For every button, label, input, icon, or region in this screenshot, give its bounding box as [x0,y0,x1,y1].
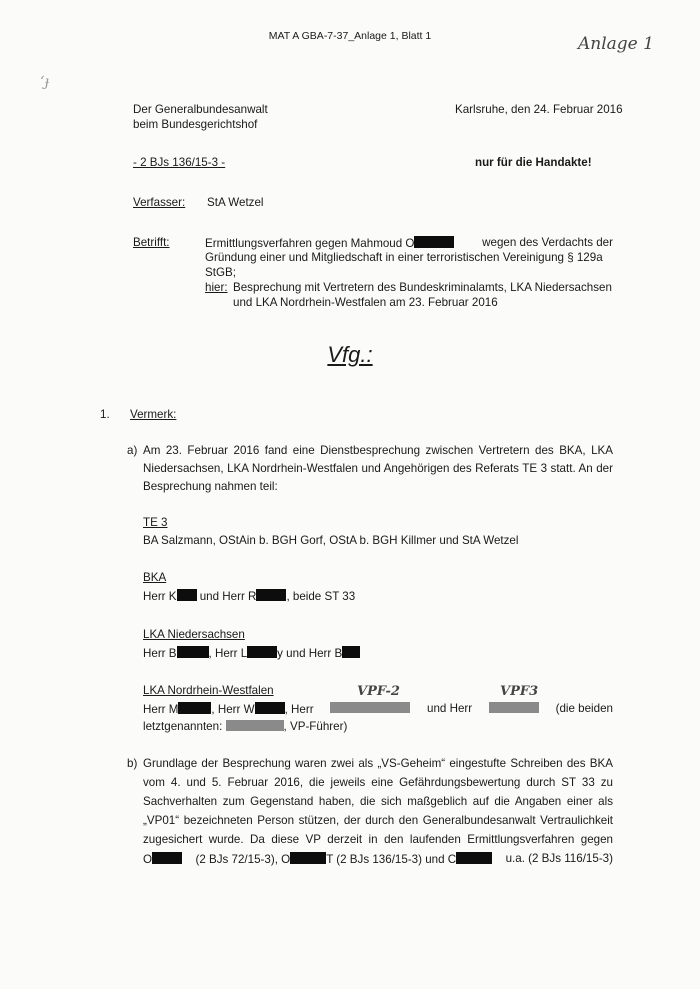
item-a-line1: Am 23. Februar 2016 fand eine Dienstbesprechung zwischen Vertretern des BKA, LKA [143,444,613,457]
sender-line1: Der Generalbundesanwalt [133,103,268,116]
item-b-line2: vom 4. und 5. Februar 2016, die jeweils eine Gefährdungsbewertung durch ST 33 zu [143,776,613,789]
subject-line2: Gründung einer und Mitgliedschaft in einer terroristischen Vereinigung § 129a [205,251,603,264]
bka-text-3: , beide ST 33 [286,590,356,603]
handakte-note: nur für die Handakte! [475,156,592,169]
lkanrw-line2-text: letztgenannten: [143,720,223,733]
author-value: StA Wetzel [207,196,264,209]
lkanrw-text-2: , Herr W [211,703,255,716]
subject-line4: Besprechung mit Vertretern des Bundeskriminalamts, LKA Niedersachsen [233,281,612,294]
group-bka-members [143,589,355,603]
redaction-box [177,589,197,601]
file-number: - 2 BJs 136/15-3 - [133,156,226,169]
group-te3-members: BA Salzmann, OStAin b. BGH Gorf, OStA b. BGH Killmer und StA Wetzel [143,534,519,547]
lkanrw-text-5: (die beiden [555,702,613,715]
redaction-box-grey [226,720,284,731]
item-b-l6-text-2: (2 BJs 72/15-3), O [195,853,291,866]
redaction-box [290,852,326,864]
document-id: MAT A GBA-7-37_Anlage 1, Blatt 1 [268,30,432,42]
redaction-box-grey [330,702,410,713]
page-title: Vfg.: [327,342,373,367]
group-lkans-members [143,646,360,660]
subject-line3: StGB; [205,266,236,279]
group-lkanrw-line2 [143,720,347,733]
redaction-box [247,646,277,658]
author-label: Verfasser: [133,196,186,209]
subject-label: Betrifft: [133,236,170,249]
redaction-box-grey [489,702,539,713]
item-b-line3: Sachverhalten zum Gegenstand haben, die sich maßgeblich auf die Angaben einer als [143,795,613,808]
item-b-l6-text-4: u.a. (2 BJs 116/15-3) [505,852,613,865]
item-b-line5: zugesichert wurde. Da diese VP derzeit in den laufenden Ermittlungsverfahren gegen [143,833,613,846]
pencil-mark: ‘ɟ [40,74,49,90]
section-label: Vermerk: [130,408,177,421]
item-b-l6-text-3: T (2 BJs 136/15-3) und C [326,853,457,866]
item-a-marker: a) [127,444,138,457]
lkans-text-3: y und Herr B [277,647,343,660]
hier-label: hier: [205,281,228,294]
group-te3-heading: TE 3 [143,516,168,529]
item-b-l6-text-1: O [143,853,153,866]
item-b-marker: b) [127,757,138,770]
handwritten-tag: Anlage 1 [578,34,654,54]
lkanrw-text-1: Herr M [143,703,179,716]
lkanrw-line2-tail: , VP-Führer) [283,720,348,733]
bka-text-2: und Herr R [199,590,257,603]
lkans-text-1: Herr B [143,647,177,660]
sender-line2: beim Bundesgerichtshof [133,118,258,131]
redaction-box [178,702,211,714]
place-date: Karlsruhe, den 24. Februar 2016 [455,103,623,116]
redaction-box [177,646,209,658]
handwritten-vpf2: VPF-2 [357,684,400,699]
group-lkanrw-members [143,702,613,716]
item-a-line3: Besprechung nahmen teil: [143,480,278,493]
subject-line1-text: Ermittlungsverfahren gegen Mahmoud O [205,237,415,250]
item-b-line6 [143,852,613,866]
redaction-box [456,852,492,864]
redaction-box [414,236,454,248]
group-bka-heading: BKA [143,571,167,584]
group-lkanrw-heading: LKA Nordrhein-Westfalen [143,684,274,697]
item-a-line2: Niedersachsen, LKA Nordrhein-Westfalen und Angehörigen des Referats TE 3 statt. An der [143,462,613,475]
handwritten-vpf3: VPF3 [500,684,539,699]
item-b-line1: Grundlage der Besprechung waren zwei als „VS-Geheim“ eingestufte Schreiben des BKA [143,757,613,770]
subject-line1 [205,236,613,250]
redaction-box [255,702,285,714]
bka-text-1: Herr K [143,590,177,603]
redaction-box [342,646,360,658]
section-number: 1. [100,408,110,421]
subject-line1-tail: wegen des Verdachts der [482,236,613,249]
redaction-box [152,852,182,864]
subject-line5: und LKA Nordrhein-Westfalen am 23. Februar 2016 [233,296,498,309]
lkans-text-2: , Herr L [208,647,248,660]
lkanrw-text-4: und Herr [427,702,473,715]
redaction-box [256,589,286,601]
group-lkans-heading: LKA Niedersachsen [143,628,245,641]
item-b-line4: „VP01“ bezeichneten Person stützen, der durch den Generalbundesanwalt Vertraulichkeit [143,814,613,827]
lkanrw-text-3: , Herr [284,703,314,716]
